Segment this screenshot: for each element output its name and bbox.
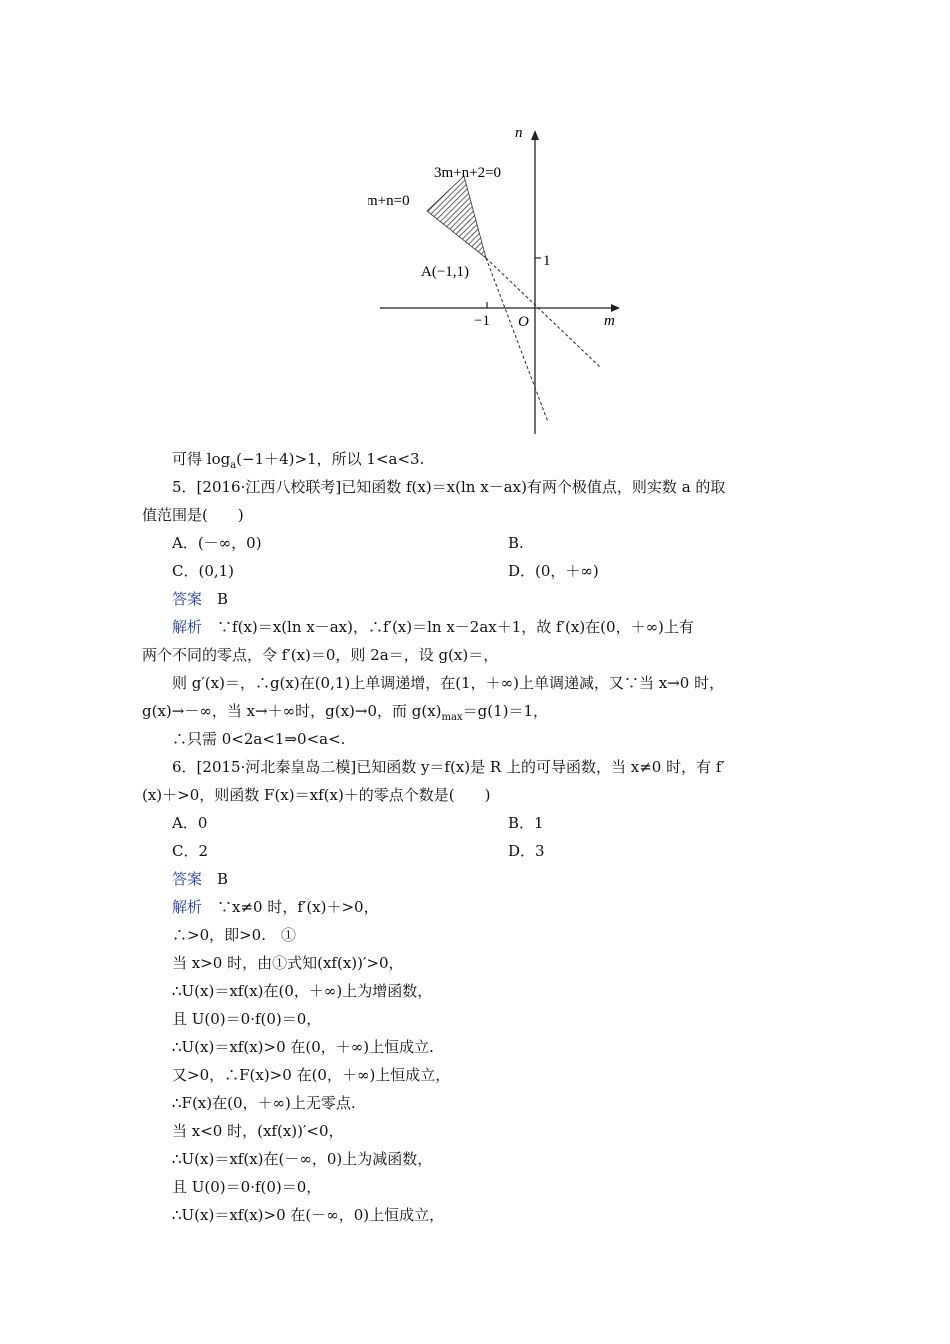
option-b: B. bbox=[508, 534, 524, 552]
text-line: 可得 $\log_a(-1+4)>1$，所以 1<a<3. bbox=[172, 450, 425, 471]
analysis-6-line-10: ∴U(x)＝xf(x)在(－∞，0)上为减函数， bbox=[172, 1150, 433, 1168]
analysis-6-line-1: 解析 ∵x≠0 时，f′(x)＋>0， bbox=[172, 898, 379, 916]
analysis-5-line-5: ∴只需 0<2a<1⇒0<a<. bbox=[172, 730, 346, 748]
option-a-6: A．0 bbox=[172, 814, 208, 832]
line-3m-n-2 bbox=[486, 258, 548, 422]
n-axis-arrow bbox=[531, 130, 539, 140]
analysis-6-line-3: 当 x>0 时，由①式知(xf(x))′>0， bbox=[172, 954, 404, 972]
analysis-6-line-6: ∴U(x)＝xf(x)>0 在(0，＋∞)上恒成立. bbox=[172, 1038, 434, 1056]
question-6-line-1: 6．[2015·河北秦皇岛二模]已知函数 y＝f(x)是 R 上的可导函数，当 x≠0 时，有 f′ bbox=[172, 758, 725, 776]
option-a: A．(－∞，0) bbox=[172, 534, 262, 552]
tick-label-y: 1 bbox=[543, 253, 551, 269]
coordinate-figure bbox=[368, 118, 630, 440]
m-axis-arrow bbox=[611, 304, 620, 312]
feasible-region bbox=[427, 176, 486, 258]
line-m-plus-n bbox=[486, 258, 601, 368]
label-line2: m+n=0 bbox=[368, 193, 410, 209]
option-c-6: C．2 bbox=[172, 842, 209, 860]
question-5-line-2: 值范围是( ) bbox=[142, 506, 244, 524]
label-n: n bbox=[515, 125, 523, 141]
answer-6: 答案 B bbox=[172, 870, 229, 888]
analysis-6-line-4: ∴U(x)＝xf(x)在(0，＋∞)上为增函数， bbox=[172, 982, 433, 1000]
analysis-6-line-5: 且 U(0)＝0·f(0)＝0， bbox=[172, 1010, 322, 1028]
label-line1: 3m+n+2=0 bbox=[434, 165, 502, 181]
analysis-5-line-3: 则 g′(x)＝，∴g(x)在(0,1)上单调递增，在(1，＋∞)上单调递减，又∵当 x→0 时， bbox=[172, 674, 725, 692]
option-d: D．(0，＋∞) bbox=[508, 562, 599, 580]
analysis-6-line-9: 当 x<0 时，(xf(x))′<0， bbox=[172, 1122, 344, 1140]
label-m: m bbox=[604, 313, 615, 329]
tick-label-x: −1 bbox=[474, 313, 490, 329]
analysis-6-line-2: ∴>0，即>0. ① bbox=[172, 926, 296, 944]
label-point-A: A(−1,1) bbox=[421, 264, 470, 280]
analysis-6-line-12: ∴U(x)＝xf(x)>0 在(－∞，0)上恒成立， bbox=[172, 1206, 445, 1224]
figure-svg bbox=[368, 118, 630, 440]
question-6-line-2: (x)＋>0，则函数 F(x)＝xf(x)＋的零点个数是( ) bbox=[142, 786, 491, 804]
label-O: O bbox=[518, 314, 529, 330]
analysis-5-line-2: 两个不同的零点，令 f′(x)＝0，则 2a＝，设 g(x)＝， bbox=[142, 646, 499, 664]
analysis-6-line-7: 又>0，∴F(x)>0 在(0，＋∞)上恒成立， bbox=[172, 1066, 451, 1084]
analysis-5-line-4: g(x)→－∞，当 x→＋∞时，g(x)→0，而 $g(x)_{max}=g(1)=1$， bbox=[142, 702, 549, 723]
option-b-6: B．1 bbox=[508, 814, 544, 832]
analysis-6-line-8: ∴F(x)在(0，＋∞)上无零点. bbox=[172, 1094, 356, 1112]
answer-5: 答案 B bbox=[172, 590, 229, 608]
option-d-6: D．3 bbox=[508, 842, 545, 860]
option-c: C．(0,1) bbox=[172, 562, 235, 580]
analysis-5-line-1: 解析 ∵f(x)＝x(ln x－ax)，∴f′(x)＝ln x－2ax＋1，故 f′(x)在(0，＋∞)上有 bbox=[172, 618, 694, 636]
question-5-line-1: 5．[2016·江西八校联考]已知函数 f(x)＝x(ln x－ax)有两个极值点，则实数 a 的取 bbox=[172, 478, 726, 496]
analysis-6-line-11: 且 U(0)＝0·f(0)＝0， bbox=[172, 1178, 322, 1196]
